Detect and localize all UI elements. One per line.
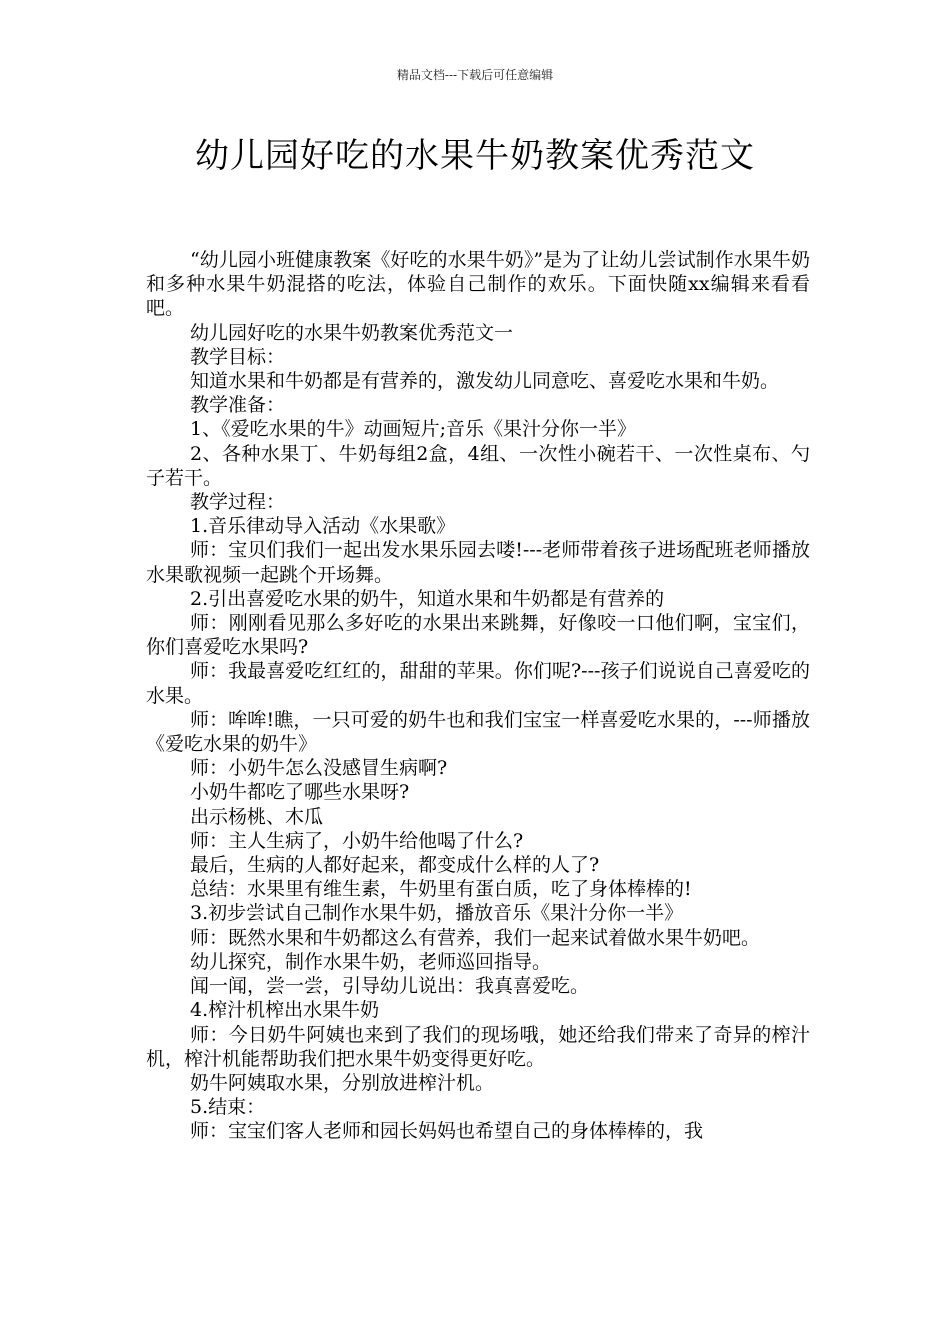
paragraph: 师：主人生病了，小奶牛给他喝了什么?	[190, 829, 524, 852]
paragraph: 师：宝宝们客人老师和园长妈妈也希望自己的身体棒棒的，我	[190, 1120, 704, 1143]
paragraph: 幼儿园好吃的水果牛奶教案优秀范文一	[190, 321, 514, 344]
paragraph: 出示杨桃、木瓜	[190, 805, 324, 828]
header-note: 精品文档---下载后可任意编辑	[396, 68, 554, 82]
paragraph: 4.榨汁机榨出水果牛奶	[190, 999, 380, 1022]
paragraph: 1、《爱吃水果的牛》动画短片;音乐《果汁分你一半》	[190, 418, 636, 441]
paragraph: 2.引出喜爱吃水果的奶牛，知道水果和牛奶都是有营养的	[190, 587, 665, 610]
paragraph: 3.初步尝试自己制作水果牛奶，播放音乐《果汁分你一半》	[190, 902, 684, 925]
paragraph: 5.结束：	[190, 1096, 266, 1119]
paragraph: 师：哞哞!瞧，一只可爱的奶牛也和我们宝宝一样喜爱吃水果的，---师播放《爱吃水果的奶牛》	[146, 708, 810, 756]
paragraph: 教学过程：	[190, 491, 286, 514]
paragraph: 师：刚刚看见那么多好吃的水果出来跳舞，好像咬一口他们啊，宝宝们，你们喜爱吃水果吗?	[146, 612, 810, 659]
paragraph: 最后，生病的人都好起来，都变成什么样的人了?	[190, 854, 600, 877]
paragraph: 教学目标：	[190, 345, 286, 368]
paragraph: “幼儿园小班健康教案《好吃的水果牛奶》”是为了让幼儿尝试制作水果牛奶和多种水果牛奶混搭的吃法，体验自己制作的欢乐。下面快随xx编辑来看看吧。	[146, 249, 810, 320]
paragraph: 总结：水果里有维生素，牛奶里有蛋白质，吃了身体棒棒的!	[190, 878, 692, 901]
paragraph: 师：宝贝们我们一起出发水果乐园去喽!---老师带着孩子进场配班老师播放水果歌视频一起跳个开场舞。	[146, 539, 810, 586]
paragraph: 2、各种水果丁、牛奶每组2盒，4组、一次性小碗若干、一次性桌布、勺子若干。	[146, 442, 810, 489]
paragraph: 幼儿探究，制作水果牛奶，老师巡回指导。	[190, 950, 552, 973]
paragraph: 教学准备：	[190, 394, 286, 417]
paragraph: 1.音乐律动导入活动《水果歌》	[190, 515, 456, 538]
paragraph: 小奶牛都吃了哪些水果呀?	[190, 781, 410, 804]
document-title: 幼儿园好吃的水果牛奶教案优秀范文	[195, 136, 755, 176]
document-body	[146, 248, 810, 1144]
paragraph: 闻一闻，尝一尝，引导幼儿说出：我真喜爱吃。	[190, 975, 590, 998]
paragraph: 师：今日奶牛阿姨也来到了我们的现场哦，她还给我们带来了奇异的榨汁机，榨汁机能帮助我们把水果牛奶变得更好吃。	[146, 1023, 810, 1070]
paragraph: 师：既然水果和牛奶都这么有营养，我们一起来试着做水果牛奶吧。	[190, 926, 761, 949]
paragraph: 知道水果和牛奶都是有营养的，激发幼儿同意吃、喜爱吃水果和牛奶。	[190, 370, 780, 393]
paragraph: 师：我最喜爱吃红红的，甜甜的苹果。你们呢?---孩子们说说自己喜爱吃的水果。	[146, 660, 810, 707]
paragraph: 奶牛阿姨取水果，分别放进榨汁机。	[190, 1071, 495, 1094]
paragraph: 师：小奶牛怎么没感冒生病啊?	[190, 757, 448, 780]
